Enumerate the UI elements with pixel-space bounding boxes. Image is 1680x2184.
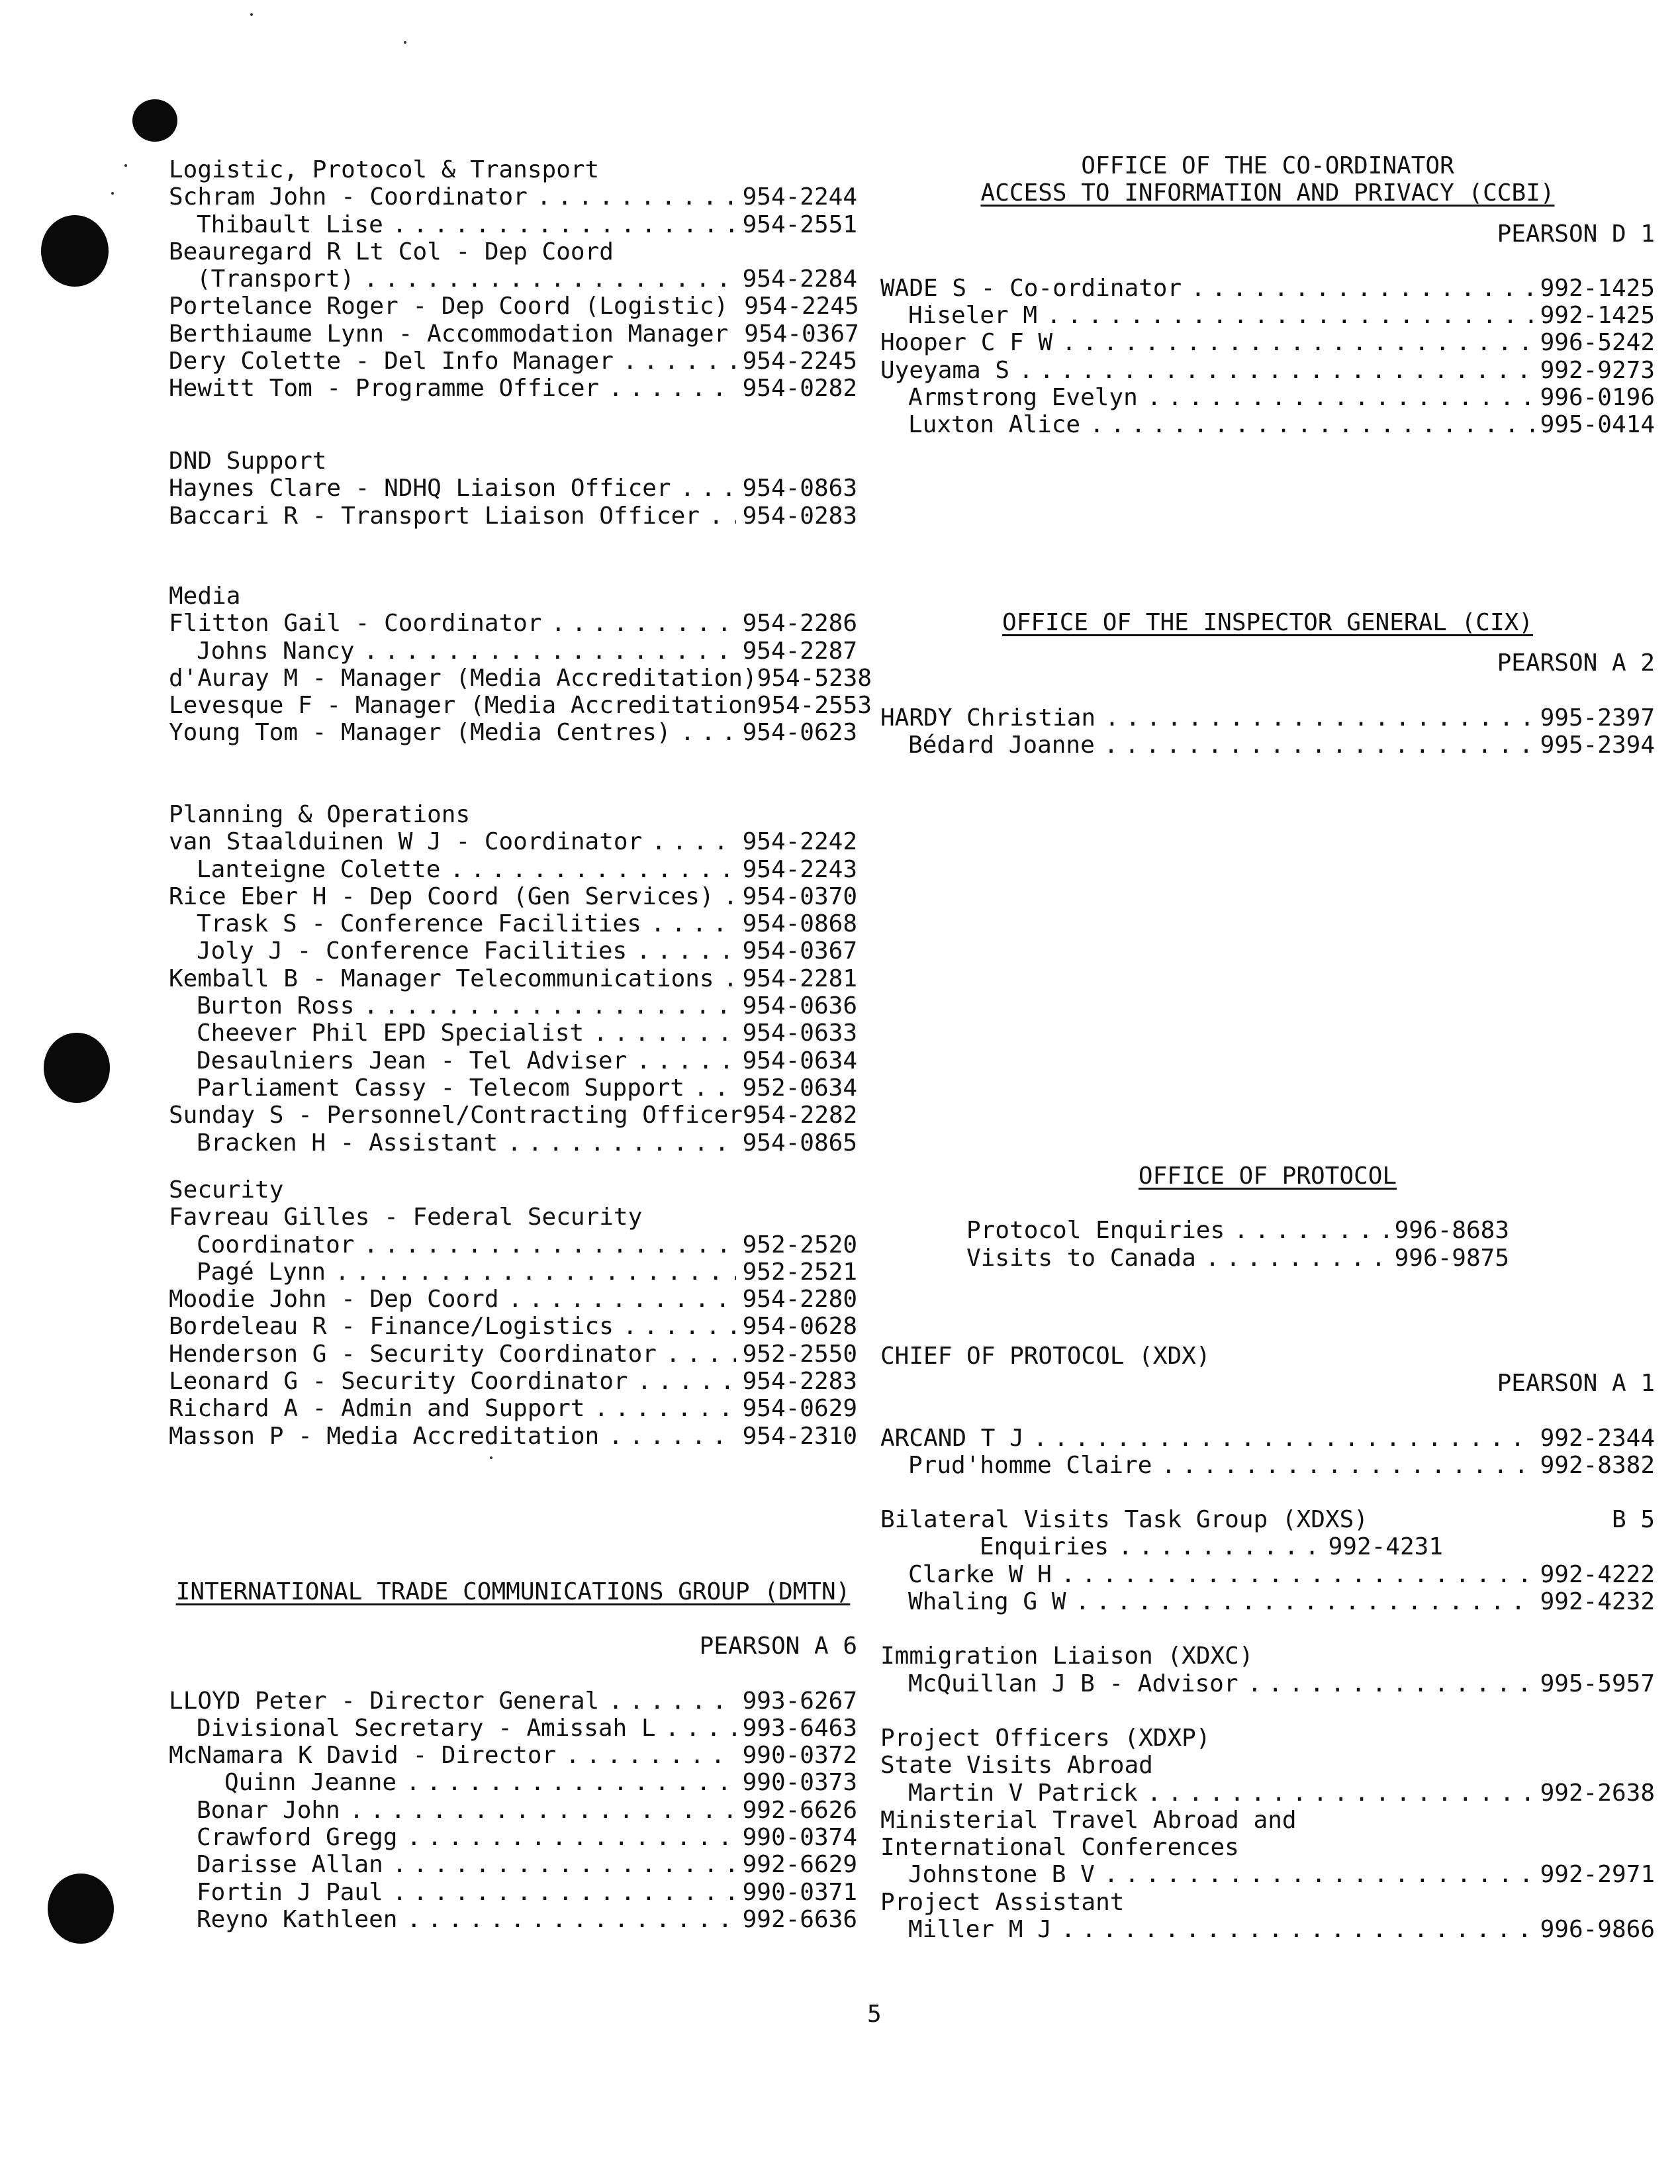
directory-entry: Johnstone B V . . . 992-2971 <box>880 1861 1655 1888</box>
scan-speck <box>111 192 114 195</box>
section-media <box>169 583 872 747</box>
section-title: OFFICE OF PROTOCOL <box>1138 1163 1397 1190</box>
directory-entry: Parliament Cassy - Telecom Support . . . 952-0634 <box>169 1074 857 1102</box>
directory-entry: Miller M J . . . 996-9866 <box>880 1916 1655 1943</box>
directory-entry: Sunday S - Personnel/Contracting Officer 954-2282 <box>169 1102 858 1129</box>
directory-entry: ARCAND T J . . . 992-2344 <box>880 1425 1655 1452</box>
section-heading: DND Support <box>169 448 327 475</box>
subsection-label: State Visits Abroad <box>880 1752 1153 1780</box>
directory-entry: Bracken H - Assistant . . . 954-0865 <box>169 1129 857 1157</box>
page-number: 5 <box>867 2001 882 2028</box>
directory-entry: Flitton Gail - Coordinator . . . 954-2286 <box>169 610 857 637</box>
directory-entry: Crawford Gregg . . . 990-0374 <box>169 1824 857 1851</box>
directory-entry: Clarke W H . . . 992-4222 <box>880 1561 1655 1588</box>
directory-entry: (Transport) . . . 954-2284 <box>169 265 857 293</box>
section-planning-operations <box>169 801 857 1157</box>
directory-entry: van Staalduinen W J - Coordinator . . . 954-2242 <box>169 828 857 855</box>
directory-entry: Reyno Kathleen . . . 992-6636 <box>169 1906 857 1933</box>
directory-entry: Berthiaume Lynn - Accommodation Manager 954-0367 <box>169 320 859 348</box>
subsection-heading: Project Officers (XDXP) <box>880 1724 1211 1752</box>
directory-entry: Divisional Secretary - Amissah L . . . 993-6463 <box>169 1715 857 1742</box>
subsection-label: Project Assistant <box>880 1888 1125 1916</box>
section-title: OFFICE OF THE INSPECTOR GENERAL (CIX) <box>1002 609 1533 636</box>
directory-entry: Visits to Canada . . . 996-9875 <box>966 1245 1509 1272</box>
directory-entry: Trask S - Conference Facilities . . . 954-0868 <box>169 910 857 937</box>
directory-entry: Bordeleau R - Finance/Logistics . . . 954-0628 <box>169 1313 857 1340</box>
section-heading: Media <box>169 583 241 610</box>
section-title: INTERNATIONAL TRADE COMMUNICATIONS GROUP (DMTN) <box>175 1578 851 1605</box>
directory-entry: Lanteigne Colette . . . 954-2243 <box>169 856 857 883</box>
location-label: PEARSON A 6 <box>699 1633 857 1660</box>
directory-entry: Johns Nancy . . . 954-2287 <box>169 638 857 665</box>
directory-entry: Thibault Lise . . . 954-2551 <box>169 211 857 238</box>
directory-entry: Cheever Phil EPD Specialist . . . 954-0633 <box>169 1020 857 1047</box>
section-title-line2: ACCESS TO INFORMATION AND PRIVACY (CCBI) <box>980 179 1555 207</box>
directory-entry: Armstrong Evelyn . . . 996-0196 <box>880 384 1655 411</box>
punch-hole <box>44 1033 110 1103</box>
directory-entry: WADE S - Co-ordinator . . . 992-1425 <box>880 275 1655 302</box>
scan-speck <box>490 1456 492 1459</box>
directory-entry: Leonard G - Security Coordinator . . . 954-2283 <box>169 1368 857 1395</box>
directory-entry: Joly J - Conference Facilities . . . 954-0367 <box>169 937 857 965</box>
directory-entry: Kemball B - Manager Telecommunications . . . 954-2281 <box>169 965 857 992</box>
section-cix <box>880 609 1655 759</box>
section-heading: Security <box>169 1176 284 1204</box>
directory-entry: Favreau Gilles - Federal Security <box>169 1204 643 1231</box>
directory-entry: Bédard Joanne . . . 995-2394 <box>880 732 1655 759</box>
directory-entry: Richard A - Admin and Support . . . 954-0629 <box>169 1395 857 1422</box>
section-ccbi <box>880 152 1655 439</box>
section-logistic <box>169 156 857 403</box>
directory-entry: McQuillan J B - Advisor . . . 995-5957 <box>880 1670 1655 1697</box>
directory-entry: Pagé Lynn . . . 952-2521 <box>169 1258 857 1286</box>
subsection-label: International Conferences <box>880 1834 1239 1862</box>
scan-speck <box>250 13 253 16</box>
enquiries-line: Enquiries . . . 992-4231 <box>980 1533 1443 1560</box>
directory-entry: Haynes Clare - NDHQ Liaison Officer . . . 954-0863 <box>169 475 857 502</box>
section-office-of-protocol <box>880 1163 1655 1272</box>
directory-entry: Burton Ross . . . 954-0636 <box>169 992 857 1020</box>
directory-entry: Uyeyama S . . . 992-9273 <box>880 357 1655 384</box>
directory-entry: Protocol Enquiries . . . 996-8683 <box>966 1217 1509 1244</box>
location-label: PEARSON A 1 <box>1497 1370 1655 1398</box>
subsection-heading: Bilateral Visits Task Group (XDXS) B 5 <box>880 1506 1655 1534</box>
directory-entry: Hooper C F W . . . 996-5242 <box>880 329 1655 356</box>
directory-entry: Fortin J Paul . . . 990-0371 <box>169 1879 857 1906</box>
section-itcg <box>169 1578 857 1933</box>
section-security <box>169 1176 857 1450</box>
directory-entry: Schram John - Coordinator . . . 954-2244 <box>169 183 857 211</box>
section-dnd-support <box>169 448 857 530</box>
directory-entry: Moodie John - Dep Coord . . . 954-2280 <box>169 1286 857 1313</box>
location-label: PEARSON A 2 <box>1497 649 1655 677</box>
directory-entry: McNamara K David - Director . . . 990-0372 <box>169 1742 857 1769</box>
directory-entry: Henderson G - Security Coordinator . . . 952-2550 <box>169 1341 857 1368</box>
directory-entry: Darisse Allan . . . 992-6629 <box>169 1851 857 1878</box>
directory-entry: Luxton Alice . . . 995-0414 <box>880 411 1655 438</box>
directory-entry: Baccari R - Transport Liaison Officer . . . 954-0283 <box>169 502 857 530</box>
directory-entry: Whaling G W . . . 992-4232 <box>880 1588 1655 1615</box>
directory-entry: HARDY Christian . . . 995-2397 <box>880 704 1655 732</box>
directory-entry: Hiseler M . . . 992-1425 <box>880 302 1655 329</box>
scan-speck <box>124 164 127 167</box>
directory-entry: Quinn Jeanne . . . 990-0373 <box>169 1769 857 1796</box>
directory-entry: Martin V Patrick . . . 992-2638 <box>880 1780 1655 1807</box>
directory-entry: Bonar John . . . 992-6626 <box>169 1797 857 1824</box>
subsection-heading: Immigration Liaison (XDXC) <box>880 1642 1254 1670</box>
section-heading: CHIEF OF PROTOCOL (XDX) <box>880 1343 1211 1370</box>
directory-entry: Dery Colette - Del Info Manager . . . 954-2245 <box>169 348 857 375</box>
directory-entry: Coordinator . . . 952-2520 <box>169 1231 857 1258</box>
section-heading: Planning & Operations <box>169 801 471 828</box>
directory-entry: Young Tom - Manager (Media Centres) . . . 954-0623 <box>169 719 857 746</box>
directory-entry: Portelance Roger - Dep Coord (Logistic) 954-2245 <box>169 293 859 320</box>
section-chief-of-protocol <box>880 1343 1655 1943</box>
directory-entry: Rice Eber H - Dep Coord (Gen Services) . . . 954-0370 <box>169 883 857 910</box>
scan-speck <box>404 41 406 44</box>
directory-entry: LLOYD Peter - Director General . . . 993-6267 <box>169 1687 857 1715</box>
directory-entry: Prud'homme Claire . . . 992-8382 <box>880 1452 1655 1479</box>
directory-entry: Levesque F - Manager (Media Accreditation 954-2553 <box>169 692 872 720</box>
directory-entry: Beauregard R Lt Col - Dep Coord <box>169 238 614 265</box>
directory-entry: d'Auray M - Manager (Media Accreditation) 954-5238 <box>169 664 872 692</box>
directory-entry: Masson P - Media Accreditation . . . 954-2310 <box>169 1423 857 1450</box>
location-label: PEARSON D 1 <box>1497 220 1655 248</box>
directory-entry: Hewitt Tom - Programme Officer . . . 954-0282 <box>169 375 857 402</box>
directory-entry: Desaulniers Jean - Tel Adviser . . . 954-0634 <box>169 1047 857 1074</box>
punch-hole <box>48 1874 114 1944</box>
punch-hole <box>41 215 109 287</box>
subsection-label: Ministerial Travel Abroad and <box>880 1806 1297 1834</box>
section-title-line1: OFFICE OF THE CO-ORDINATOR <box>1081 152 1454 179</box>
punch-hole <box>132 99 177 142</box>
section-heading: Logistic, Protocol & Transport <box>169 156 600 183</box>
